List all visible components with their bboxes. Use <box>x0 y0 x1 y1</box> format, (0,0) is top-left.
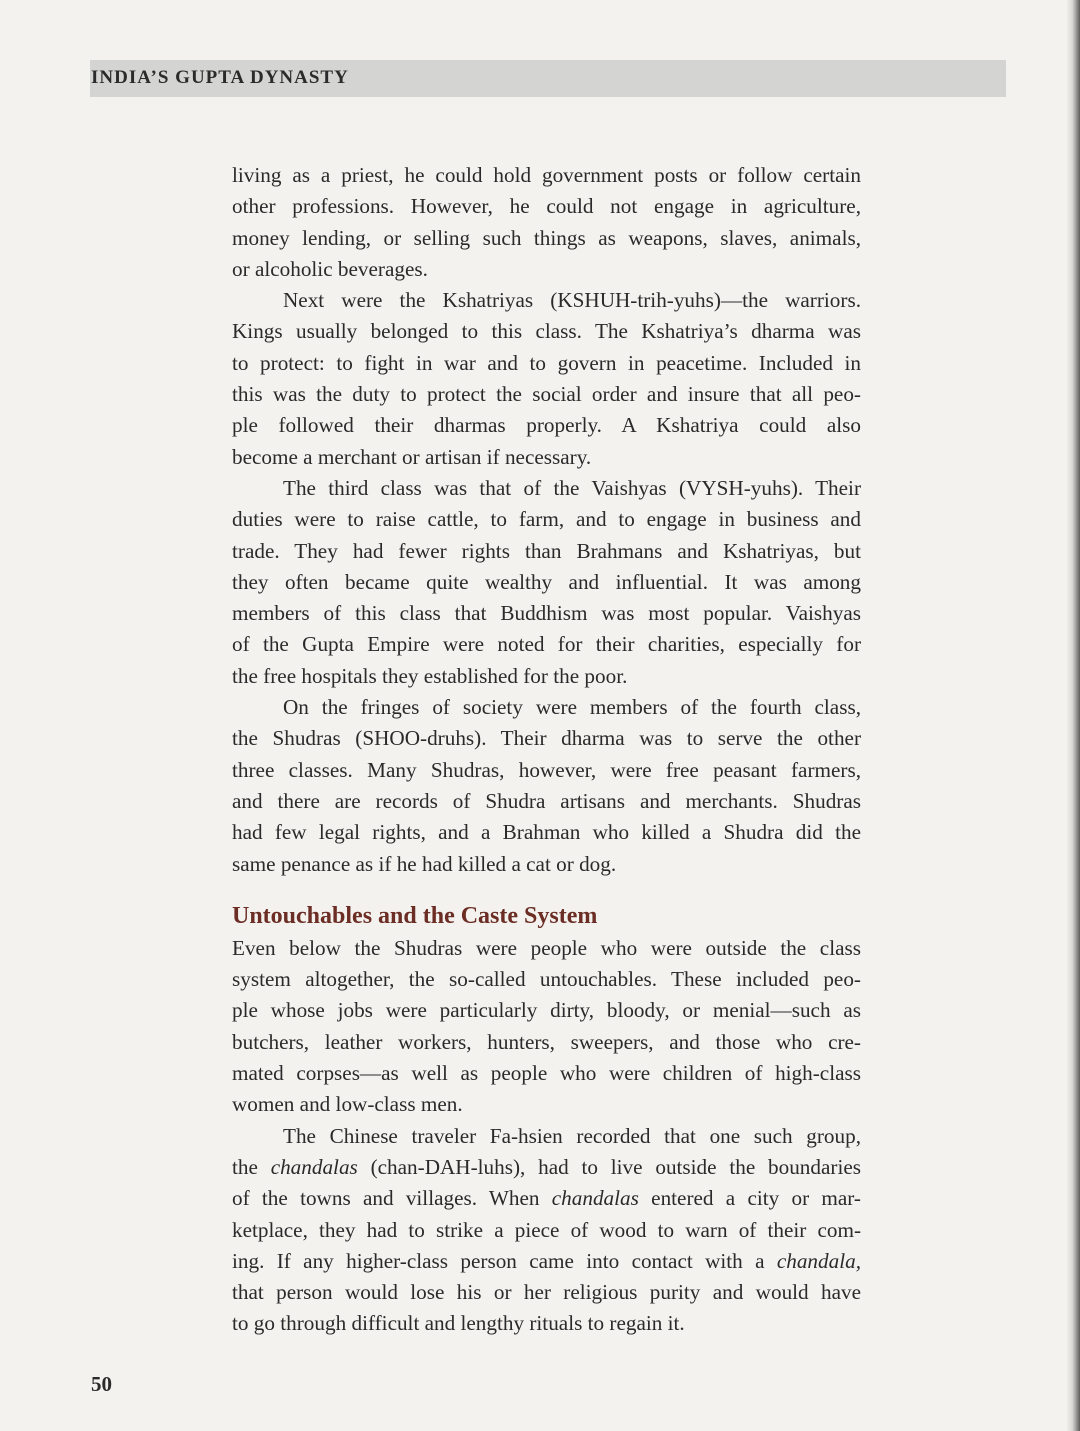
italic-term: chandalas <box>270 1154 358 1179</box>
text-line: of the Gupta Empire were noted for their charities, especially for <box>232 632 861 657</box>
text-line: money lending, or selling such things as weapons, slaves, animals, <box>232 225 861 250</box>
text-line: this was the duty to protect the social order and insure that all peo- <box>232 382 861 407</box>
text-line: trade. They had fewer rights than Brahmans and Kshatriyas, but <box>232 538 861 563</box>
text-line: Kings usually belonged to this class. The Kshatriya’s dharma was <box>232 319 861 344</box>
text-line: members of this class that Buddhism was most popular. Vaishyas <box>232 601 861 626</box>
text-line: to protect: to fight in war and to govern in peacetime. Included in <box>232 350 861 375</box>
body-text <box>232 160 861 1340</box>
text-line: butchers, leather workers, hunters, sweepers, and those who cre- <box>232 1029 861 1054</box>
text-line: Even below the Shudras were people who were outside the class <box>232 935 861 960</box>
text-line <box>232 1121 861 1152</box>
text-line <box>232 1183 861 1214</box>
text-line: ple whose jobs were particularly dirty, bloody, or menial—such as <box>232 998 861 1023</box>
text-line: system altogether, the so-called untouchables. These included peo- <box>232 967 861 992</box>
text-line <box>232 1246 861 1277</box>
paragraph <box>232 160 861 285</box>
text-line: three classes. Many Shudras, however, were free peasant farmers, <box>232 757 861 782</box>
text-run: of the towns and villages. When <box>232 1186 552 1211</box>
section-heading: Untouchables and the Caste System <box>232 902 598 929</box>
running-head: INDIA’S GUPTA DYNASTY <box>91 67 349 88</box>
text-line: the Shudras (SHOO-druhs). Their dharma was to serve the other <box>232 726 861 751</box>
text-line <box>232 1152 861 1183</box>
page-number: 50 <box>91 1372 112 1396</box>
text-line: Next were the Kshatriyas (KSHUH-trih-yuhs)—the warriors. <box>283 288 861 313</box>
text-line <box>232 1308 861 1339</box>
text-run: the <box>232 1154 271 1179</box>
text-line: and there are records of Shudra artisans and merchants. Shudras <box>232 788 861 813</box>
text-line: become a merchant or artisan if necessary. <box>232 444 592 469</box>
text-line: they often became quite wealthy and influential. It was among <box>232 569 861 594</box>
text-run: ing. If any higher-class person came into contact with a <box>232 1248 777 1273</box>
text-line: had few legal rights, and a Brahman who killed a Shudra did the <box>232 820 861 845</box>
text-run: entered a city or mar- <box>638 1186 861 1211</box>
text-line: or alcoholic beverages. <box>232 256 428 281</box>
text-line: women and low-class men. <box>232 1092 463 1117</box>
text-line: the free hospitals they established for the poor. <box>232 663 628 688</box>
text-line <box>232 1215 861 1246</box>
italic-term: chandalas <box>551 1186 639 1211</box>
section-paragraph <box>232 1121 861 1340</box>
page-edge-shadow <box>1066 0 1080 1431</box>
text-line: ple followed their dharmas properly. A Kshatriya could also <box>232 413 861 438</box>
italic-term: chandala, <box>776 1248 861 1273</box>
text-line: mated corpses—as well as people who were children of high-class <box>232 1061 861 1086</box>
text-line: same penance as if he had killed a cat or dog. <box>232 851 617 876</box>
text-line: other professions. However, he could not engage in agriculture, <box>232 194 861 219</box>
paragraph <box>232 285 861 473</box>
text-line <box>232 1277 861 1308</box>
paragraph <box>232 692 861 880</box>
text-line: living as a priest, he could hold government posts or follow certain <box>232 163 861 187</box>
text-line: On the fringes of society were members of the fourth class, <box>283 695 861 720</box>
text-run: ketplace, they had to strike a piece of wood to warn of their com- <box>232 1217 861 1242</box>
text-line: The third class was that of the Vaishyas (VYSH-yuhs). Their <box>283 475 861 500</box>
text-run: to go through difficult and lengthy rituals to regain it. <box>232 1311 685 1336</box>
text-run: (chan-DAH-luhs), had to live outside the boundaries <box>357 1154 861 1179</box>
section-paragraph <box>232 933 861 1121</box>
text-run: that person would lose his or her religious purity and would have <box>232 1280 861 1305</box>
text-run: The Chinese traveler Fa-hsien recorded that one such group, <box>283 1123 861 1148</box>
paragraph <box>232 473 861 692</box>
text-line: duties were to raise cattle, to farm, and to engage in business and <box>232 507 861 532</box>
